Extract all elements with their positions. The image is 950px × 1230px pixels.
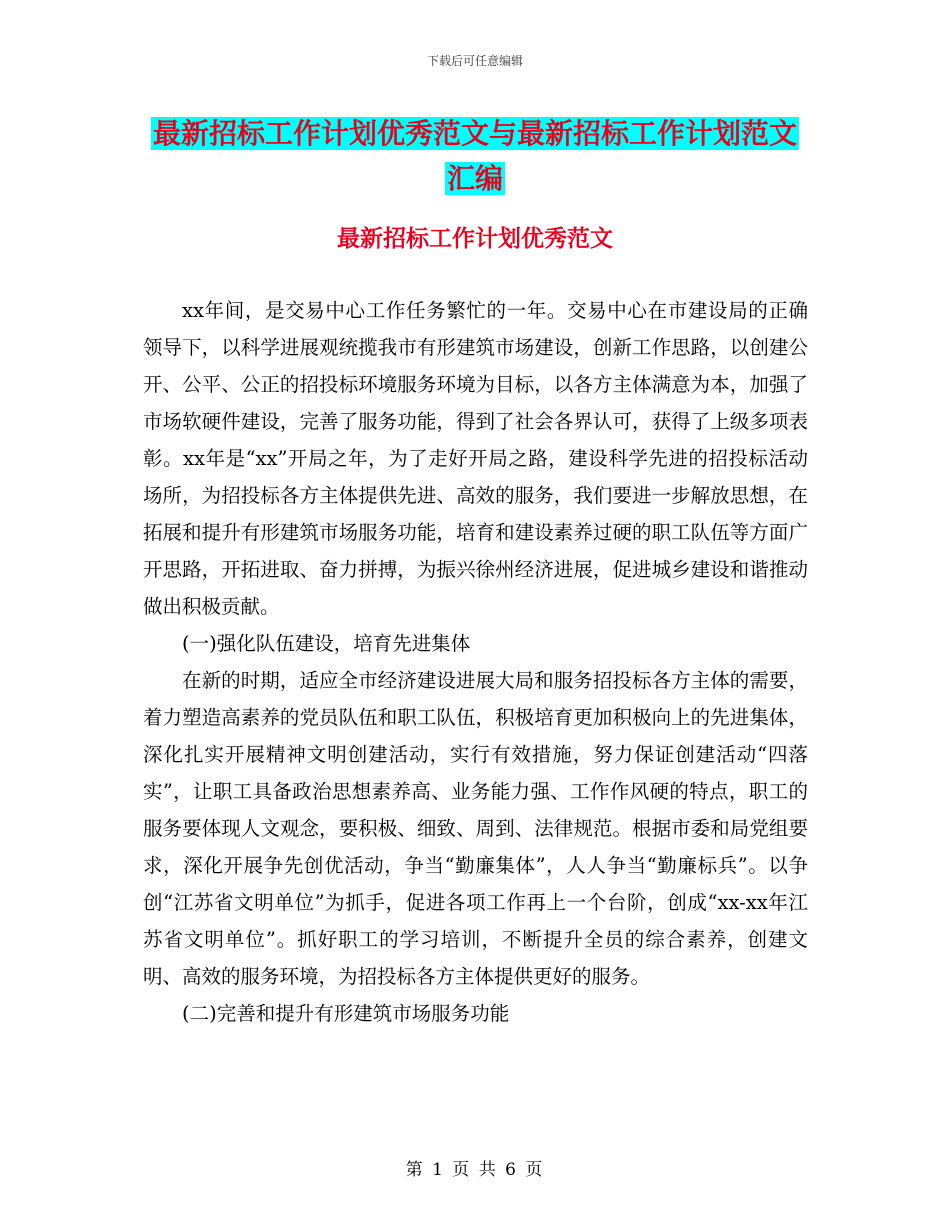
document-title-line-2 (0, 157, 950, 197)
paragraph-intro: xx年间，是交易中心工作任务繁忙的一年。交易中心在市建设局的正确领导下，以科学进展观统揽我市有形建筑市场建设，创新工作思路，以创建公开、公平、公正的招投标环境服务环境为目标，以各方主体满意为本，加强了市场软硬件建设，完善了服务功能，得到了社会各界认可，获得了上级多项表彰。xx年是“xx”开局之年，为了走好开局之路，建设科学先进的招投标活动场所，为招投标各方主体提供先进、高效的服务，我们要进一步解放思想，在拓展和提升有形建筑市场服务功能，培育和建设素养过硬的职工队伍等方面广开思路，开拓进取、奋力拼搏，为振兴徐州经济进展，促进城乡建设和谐推动做出积极贡献。 (143, 299, 808, 618)
subheading-market-service: (二)完善和提升有形建筑市场服务功能 (182, 1002, 510, 1025)
section-title: 最新招标工作计划优秀范文 (337, 225, 613, 252)
document-body (143, 292, 808, 1032)
page-footer: 第 1 页 共 6 页 (405, 1160, 545, 1180)
title-highlight: 最新招标工作计划优秀范文与最新招标工作计划范文 (152, 117, 797, 150)
title-highlight: 汇编 (446, 162, 503, 195)
subheading-team-building: (一)强化队伍建设，培育先进集体 (182, 632, 471, 655)
document-title-line-1 (0, 112, 950, 152)
header-note: 下载后可任意编辑 (426, 54, 523, 68)
paragraph-team-building: 在新的时期，适应全市经济建设进展大局和服务招投标各方主体的需要，着力塑造高素养的党员队伍和职工队伍，积极培育更加积极向上的先进集体，深化扎实开展精神文明创建活动，实行有效措施，努力保证创建活动“四落实”，让职工具备政治思想素养高、业务能力强、工作作风硬的特点，职工的服务要体现人文观念，要积极、细致、周到、法律规范。根据市委和局党组要求，深化开展争先创优活动，争当“勤廉集体”，人人争当“勤廉标兵”。以争创“江苏省文明单位”为抓手，促进各项工作再上一个台阶，创成“xx-xx年江苏省文明单位”。抓好职工的学习培训，不断提升全员的综合素养，创建文明、高效的服务环境，为招投标各方主体提供更好的服务。 (143, 669, 808, 988)
